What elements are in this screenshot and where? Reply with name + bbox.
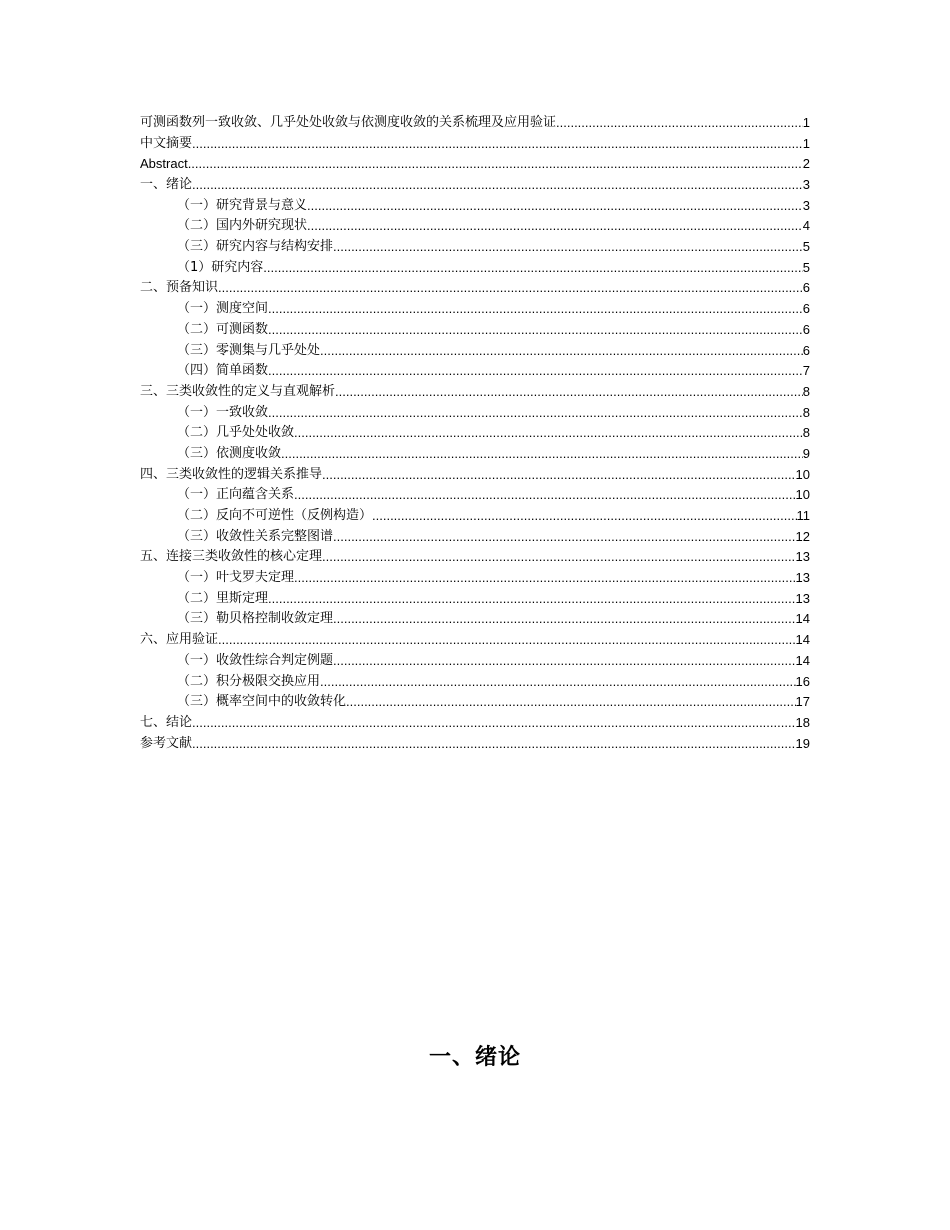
toc-entry-title: 一、绪论: [140, 177, 193, 193]
toc-entry[interactable]: [140, 672, 810, 693]
toc-entry-page: 6: [802, 321, 810, 337]
toc-entry-title: （一）研究背景与意义: [177, 197, 308, 213]
toc-entry-title: 参考文献: [140, 735, 193, 751]
toc-entry-title: （三）勒贝格控制收敛定理: [177, 611, 334, 627]
toc-entry[interactable]: [140, 692, 810, 713]
toc-entry-title: （三）研究内容与结构安排: [177, 239, 334, 255]
toc-entry-page: 17: [795, 694, 810, 710]
toc-entry[interactable]: [140, 568, 810, 589]
toc-entry-page: 14: [795, 611, 810, 627]
toc-entry[interactable]: [140, 237, 810, 258]
toc-dot-leader: [307, 216, 803, 237]
toc-entry[interactable]: [140, 154, 810, 175]
toc-entry-page: 10: [795, 487, 810, 503]
toc-entry-title: 可测函数列一致收敛、几乎处处收敛与依测度收敛的关系梳理及应用验证: [140, 114, 557, 130]
toc-entry-title: （三）概率空间中的收敛转化: [177, 694, 347, 710]
toc-dot-leader: [556, 113, 803, 134]
toc-dot-leader: [333, 609, 796, 630]
toc-entry[interactable]: [140, 630, 810, 651]
toc-dot-leader: [268, 320, 803, 341]
toc-dot-leader: [335, 382, 803, 403]
toc-dot-leader: [320, 672, 796, 693]
toc-entry-page: 5: [802, 259, 810, 275]
toc-dot-leader: [268, 299, 803, 320]
toc-entry[interactable]: [140, 299, 810, 320]
toc-dot-leader: [346, 692, 796, 713]
toc-entry[interactable]: [140, 734, 810, 755]
toc-entry[interactable]: [140, 279, 810, 300]
toc-entry-title: 三、三类收敛性的定义与直观解析: [140, 383, 336, 399]
toc-dot-leader: [218, 278, 803, 299]
toc-dot-leader: [263, 258, 802, 279]
toc-entry[interactable]: [140, 506, 810, 527]
toc-entry-page: 16: [795, 673, 810, 689]
toc-entry-title: （三）收敛性关系完整图谱: [177, 528, 334, 544]
toc-entry[interactable]: [140, 382, 810, 403]
toc-dot-leader: [281, 444, 803, 465]
toc-entry-page: 1: [802, 114, 810, 130]
toc-entry-page: 8: [802, 404, 810, 420]
toc-entry-page: 14: [795, 632, 810, 648]
toc-entry-title: 中文摘要: [140, 135, 193, 151]
toc-entry-page: 5: [802, 239, 810, 255]
toc-dot-leader: [294, 568, 796, 589]
toc-dot-leader: [268, 361, 803, 382]
toc-entry-title: 六、应用验证: [140, 632, 219, 648]
toc-entry-page: 8: [802, 383, 810, 399]
toc-entry-page: 7: [802, 363, 810, 379]
toc-entry-title: （二）里斯定理: [177, 590, 269, 606]
toc-entry-title: （三）依测度收敛: [177, 445, 282, 461]
toc-dot-leader: [333, 651, 796, 672]
toc-entry[interactable]: [140, 547, 810, 568]
toc-dot-leader: [218, 630, 796, 651]
toc-entry-page: 6: [802, 301, 810, 317]
toc-entry[interactable]: [140, 527, 810, 548]
toc-entry-title: （四）简单函数: [177, 363, 269, 379]
toc-entry[interactable]: [140, 113, 810, 134]
toc-entry[interactable]: [140, 361, 810, 382]
toc-entry[interactable]: [140, 465, 810, 486]
toc-entry[interactable]: [140, 610, 810, 631]
toc-entry[interactable]: [140, 134, 810, 155]
chapter-heading: 一、绪论: [428, 1044, 521, 1070]
toc-entry-title: 五、连接三类收敛性的核心定理: [140, 549, 323, 565]
toc-entry-title: （1）研究内容: [177, 259, 264, 275]
toc-entry-page: 8: [802, 425, 810, 441]
toc-entry-title: （一）叶戈罗夫定理: [177, 570, 295, 586]
toc-entry-title: Abstract: [140, 156, 188, 172]
toc-dot-leader: [192, 713, 796, 734]
toc-entry-page: 9: [802, 445, 810, 461]
toc-entry-title: （二）可测函数: [177, 321, 269, 337]
toc-dot-leader: [320, 341, 803, 362]
toc-entry[interactable]: [140, 341, 810, 362]
toc-entry-page: 13: [795, 570, 810, 586]
toc-entry-page: 2: [802, 156, 810, 172]
toc-dot-leader: [268, 403, 803, 424]
toc-entry-title: （一）测度空间: [177, 301, 269, 317]
toc-dot-leader: [192, 734, 796, 755]
toc-entry-page: 1: [802, 135, 810, 151]
toc-dot-leader: [294, 423, 803, 444]
toc-dot-leader: [192, 175, 803, 196]
toc-entry[interactable]: [140, 175, 810, 196]
toc-dot-leader: [322, 547, 796, 568]
toc-entry-page: 19: [795, 735, 810, 751]
toc-entry-title: （三）零测集与几乎处处: [177, 342, 321, 358]
toc-entry-page: 18: [795, 714, 810, 730]
toc-entry[interactable]: [140, 320, 810, 341]
toc-entry-page: 3: [802, 177, 810, 193]
toc-entry-page: 13: [795, 549, 810, 565]
toc-dot-leader: [307, 196, 803, 217]
toc-entry[interactable]: [140, 713, 810, 734]
toc-entry-page: 6: [802, 280, 810, 296]
toc-entry[interactable]: [140, 423, 810, 444]
toc-entry[interactable]: [140, 651, 810, 672]
toc-entry[interactable]: [140, 589, 810, 610]
table-of-contents: [140, 113, 810, 754]
toc-dot-leader: [372, 506, 796, 527]
toc-dot-leader: [333, 527, 796, 548]
toc-entry-page: 12: [795, 528, 810, 544]
toc-entry[interactable]: [140, 258, 810, 279]
toc-entry-title: （二）反向不可逆性（反例构造）: [177, 508, 373, 524]
toc-entry-title: 二、预备知识: [140, 280, 219, 296]
toc-entry-page: 10: [795, 466, 810, 482]
toc-entry-title: （二）几乎处处收敛: [177, 425, 295, 441]
toc-entry-title: 四、三类收敛性的逻辑关系推导: [140, 466, 323, 482]
toc-entry-title: 七、结论: [140, 714, 193, 730]
toc-entry[interactable]: [140, 444, 810, 465]
toc-entry[interactable]: [140, 485, 810, 506]
toc-entry-title: （一）一致收敛: [177, 404, 269, 420]
toc-entry[interactable]: [140, 216, 810, 237]
toc-entry-page: 11: [796, 508, 810, 524]
toc-entry[interactable]: [140, 196, 810, 217]
toc-entry-title: （一）正向蕴含关系: [177, 487, 295, 503]
toc-dot-leader: [188, 154, 803, 175]
toc-entry-page: 13: [795, 590, 810, 606]
toc-entry-title: （二）积分极限交换应用: [177, 673, 321, 689]
toc-entry-title: （二）国内外研究现状: [177, 218, 308, 234]
toc-entry[interactable]: [140, 403, 810, 424]
toc-dot-leader: [294, 485, 796, 506]
toc-entry-page: 3: [802, 197, 810, 213]
toc-entry-page: 6: [802, 342, 810, 358]
toc-dot-leader: [192, 134, 803, 155]
toc-dot-leader: [322, 465, 796, 486]
toc-dot-leader: [268, 589, 796, 610]
toc-entry-page: 14: [795, 652, 810, 668]
toc-dot-leader: [333, 237, 803, 258]
toc-entry-page: 4: [802, 218, 810, 234]
toc-entry-title: （一）收敛性综合判定例题: [177, 652, 334, 668]
